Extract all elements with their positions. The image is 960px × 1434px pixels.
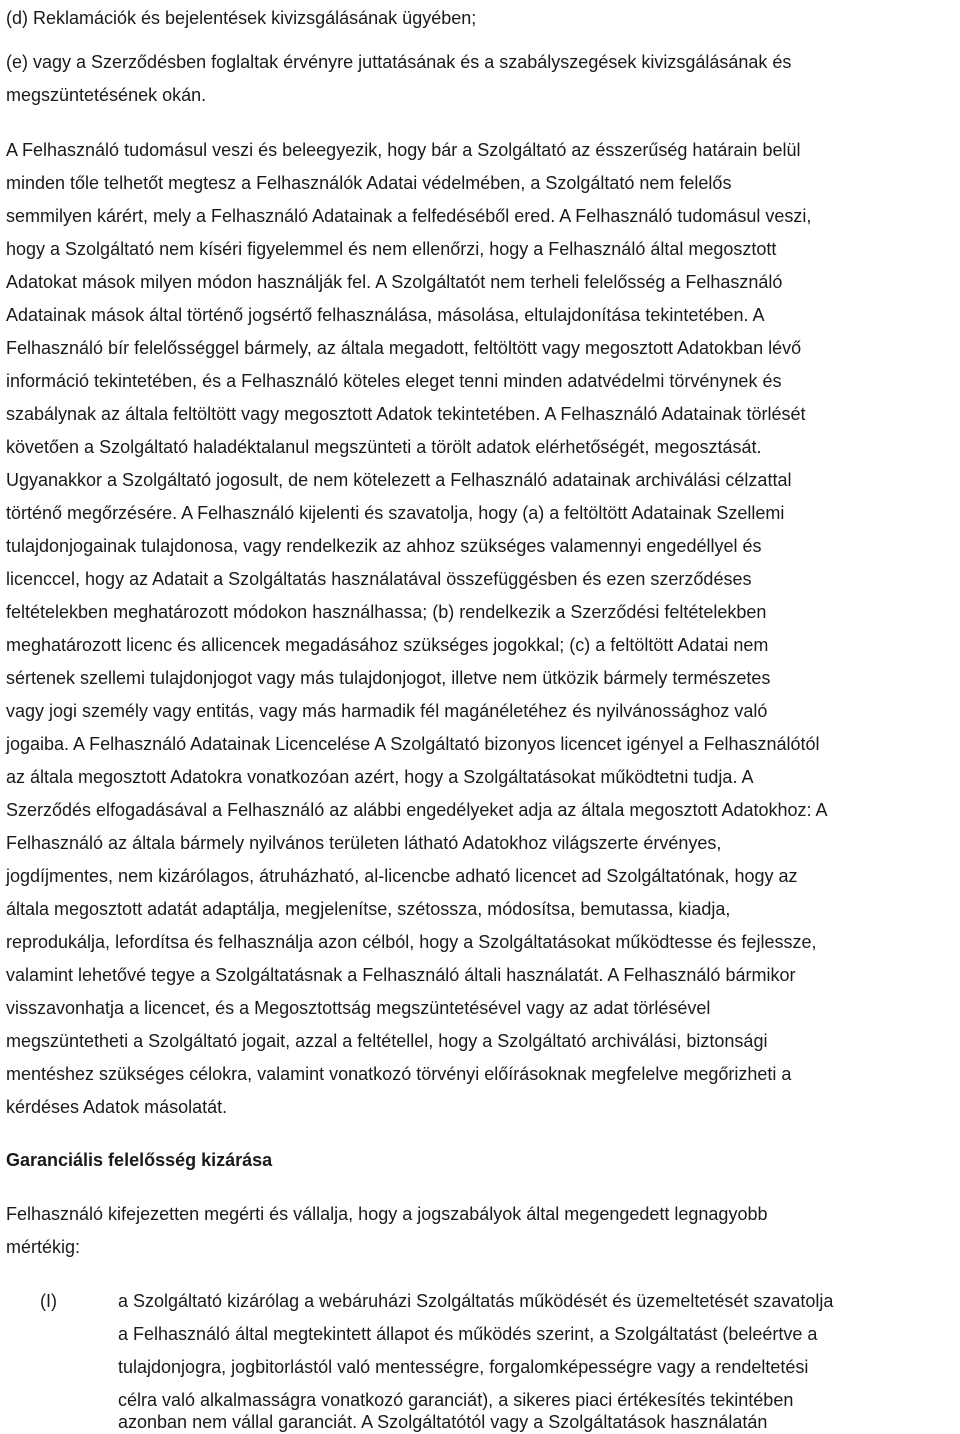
paragraph-line: követően a Szolgáltató haladéktalanul megszünteti a törölt adatok elérhetőségét, megosztását. <box>6 437 762 457</box>
paragraph-line: meghatározott licenc és allicencek megadásához szükséges jogokkal; (c) a feltöltött Adatai nem <box>6 635 769 655</box>
intro-line-1: Felhasználó kifejezetten megérti és vállalja, hogy a jogszabályok által megengedett legnagyobb <box>6 1204 768 1224</box>
paragraph-line: sértenek szellemi tulajdonjogot vagy más tulajdonjogot, illetve nem ütközik bármely természetes <box>6 668 771 688</box>
list-item-d: (d) Reklamációk és bejelentések kivizsgálásának ügyében; <box>6 8 477 28</box>
list-item-e-line-2: megszüntetésének okán. <box>6 85 207 105</box>
paragraph-line: reprodukálja, lefordítsa és felhasználja azon célból, hogy a Szolgáltatásokat működtesse és fejlessze, <box>6 932 817 952</box>
paragraph-line: A Felhasználó tudomásul veszi és beleegyezik, hogy bár a Szolgáltató az ésszerűség határain belül <box>6 140 801 160</box>
paragraph-line: általa megosztott adatát adaptálja, megjelenítse, szétossza, módosítsa, bemutassa, kiadja, <box>6 899 731 919</box>
list-item-line: azonban nem vállal garanciát. A Szolgáltatótól vagy a Szolgáltatások használatán <box>118 1412 768 1432</box>
paragraph-line: történő megőrzésére. A Felhasználó kijelenti és szavatolja, hogy (a) a feltöltött Adatainak Szellemi <box>6 503 785 523</box>
paragraph-line: vagy jogi személy vagy entitás, vagy más harmadik fél magánéletéhez és nyilvánossághoz való <box>6 701 768 721</box>
paragraph-line: tulajdonjogainak tulajdonosa, vagy rendelkezik az ahhoz szükséges valamennyi engedéllyel és <box>6 536 762 556</box>
intro-line-2: mértékig: <box>6 1237 81 1257</box>
list-item-line: célra való alkalmasságra vonatkozó garanciát), a sikeres piaci értékesítés tekintében <box>118 1390 794 1410</box>
paragraph-line: minden tőle telhetőt megtesz a Felhasználók Adatai védelmében, a Szolgáltató nem felelős <box>6 173 732 193</box>
list-item-line: a Szolgáltató kizárólag a webáruházi Szolgáltatás működését és üzemeltetését szavatolja <box>118 1291 834 1311</box>
paragraph-line: visszavonhatja a licencet, és a Megosztottság megszüntetésével vagy az adat törlésével <box>6 998 711 1018</box>
paragraph-line: az általa megosztott Adatokra vonatkozóan azért, hogy a Szolgáltatásokat működtetni tudja. A <box>6 767 754 787</box>
paragraph-line: valamint lehetővé tegye a Szolgáltatásnak a Felhasználó általi használatát. A Felhasználó bármikor <box>6 965 796 985</box>
paragraph-line: jogdíjmentes, nem kizárólagos, átruházható, al-licencbe adható licencet ad Szolgáltatónak, hogy az <box>6 866 798 886</box>
list-item-line: tulajdonjogra, jogbitorlástól való mentességre, forgalomképességre vagy a rendeltetési <box>118 1357 809 1377</box>
paragraph-line: Szerződés elfogadásával a Felhasználó az alábbi engedélyeket adja az általa megosztott Adatokhoz: A <box>6 800 828 820</box>
paragraph-line: hogy a Szolgáltató nem kíséri figyelemmel és nem ellenőrzi, hogy a Felhasználó által megosztott <box>6 239 777 259</box>
paragraph-line: feltételekben meghatározott módokon használhassa; (b) rendelkezik a Szerződési feltételekben <box>6 602 767 622</box>
paragraph-line: Ugyanakkor a Szolgáltató jogosult, de nem kötelezett a Felhasználó adatainak archiválási célzattal <box>6 470 792 490</box>
paragraph-line: Adatokat mások milyen módon használják fel. A Szolgáltatót nem terheli felelősség a Felhasználó <box>6 272 783 292</box>
paragraph-line: licenccel, hogy az Adatait a Szolgáltatás használatával összefüggésben és ezen szerződéses <box>6 569 752 589</box>
paragraph-line: információ tekintetében, és a Felhasználó köteles eleget tenni minden adatvédelmi törvénynek és <box>6 371 782 391</box>
paragraph-line: kérdéses Adatok másolatát. <box>6 1097 228 1117</box>
list-item-line: a Felhasználó által megtekintett állapot és működés szerint, a Szolgáltatást (beleértve a <box>118 1324 818 1344</box>
paragraph-line: semmilyen kárért, mely a Felhasználó Adatainak a felfedéséből ered. A Felhasználó tudomásul veszi, <box>6 206 812 226</box>
list-marker: (I) <box>40 1291 57 1311</box>
paragraph-line: Felhasználó bír felelősséggel bármely, az általa megadott, feltöltött vagy megosztott Adatokban lévő <box>6 338 802 358</box>
section-heading: Garanciális felelősség kizárása <box>6 1150 273 1170</box>
paragraph-line: Adatainak mások által történő jogsértő felhasználása, másolása, eltulajdonítása tekintetében. A <box>6 305 765 325</box>
paragraph-line: szabálynak az általa feltöltött vagy megosztott Adatok tekintetében. A Felhasználó Adatainak törlését <box>6 404 806 424</box>
paragraph-line: jogaiba. A Felhasználó Adatainak Licencelése A Szolgáltató bizonyos licencet igényel a Felhasználótól <box>6 734 820 754</box>
paragraph-line: megszüntetheti a Szolgáltató jogait, azzal a feltétellel, hogy a Szolgáltató archiválási, biztonsági <box>6 1031 768 1051</box>
list-item-e-line-1: (e) vagy a Szerződésben foglaltak érvényre juttatásának és a szabályszegések kivizsgálásának és <box>6 52 792 72</box>
paragraph-line: Felhasználó az általa bármely nyilvános területen látható Adatokhoz világszerte érvényes, <box>6 833 722 853</box>
paragraph-line: mentéshez szükséges célokra, valamint vonatkozó törvényi előírásoknak megfelelve megőrizheti a <box>6 1064 792 1084</box>
